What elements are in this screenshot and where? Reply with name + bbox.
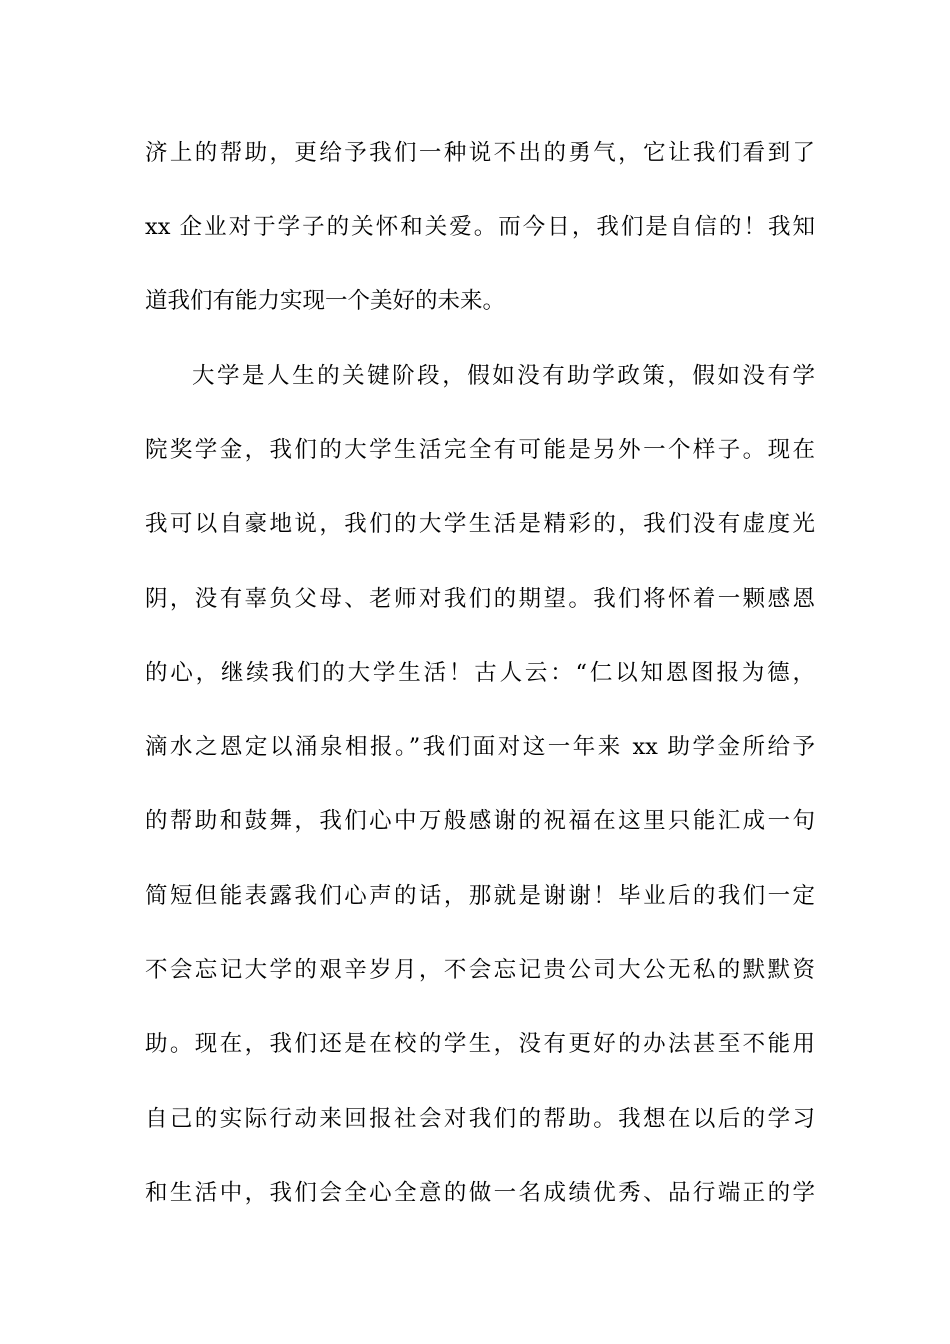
text-line-8: 的心，继续我们的大学生活！古人云：“仁以知恩图报为德， bbox=[145, 660, 815, 686]
text-line-13: 助。现在，我们还是在校的学生，没有更好的办法甚至不能用 bbox=[145, 1031, 815, 1057]
text-line-1: 济上的帮助，更给予我们一种说不出的勇气，它让我们看到了 bbox=[145, 140, 815, 166]
text-line-15: 和生活中，我们会全心全意的做一名成绩优秀、品行端正的学 bbox=[145, 1180, 815, 1206]
text-line-5: 院奖学金，我们的大学生活完全有可能是另外一个样子。现在 bbox=[145, 437, 815, 463]
text-line-10: 的帮助和鼓舞，我们心中万般感谢的祝福在这里只能汇成一句 bbox=[145, 808, 815, 834]
text-line-14: 自己的实际行动来回报社会对我们的帮助。我想在以后的学习 bbox=[145, 1106, 815, 1132]
text-line-3: 道我们有能力实现一个美好的未来。 bbox=[145, 288, 506, 314]
text-line-2: xx 企业对于学子的关怀和关爱。而今日，我们是自信的！我知 bbox=[145, 214, 815, 240]
text-line-12: 不会忘记大学的艰辛岁月，不会忘记贵公司大公无私的默默资 bbox=[145, 957, 815, 983]
text-line-11: 简短但能表露我们心声的话，那就是谢谢！毕业后的我们一定 bbox=[145, 883, 815, 909]
text-line-4: 大学是人生的关键阶段，假如没有助学政策，假如没有学 bbox=[192, 363, 815, 389]
text-line-6: 我可以自豪地说，我们的大学生活是精彩的，我们没有虚度光 bbox=[145, 511, 815, 537]
text-line-7: 阴，没有辜负父母、老师对我们的期望。我们将怀着一颗感恩 bbox=[145, 586, 815, 612]
text-line-9: 滴水之恩定以涌泉相报。”我们面对这一年来 xx 助学金所给予 bbox=[145, 734, 815, 760]
